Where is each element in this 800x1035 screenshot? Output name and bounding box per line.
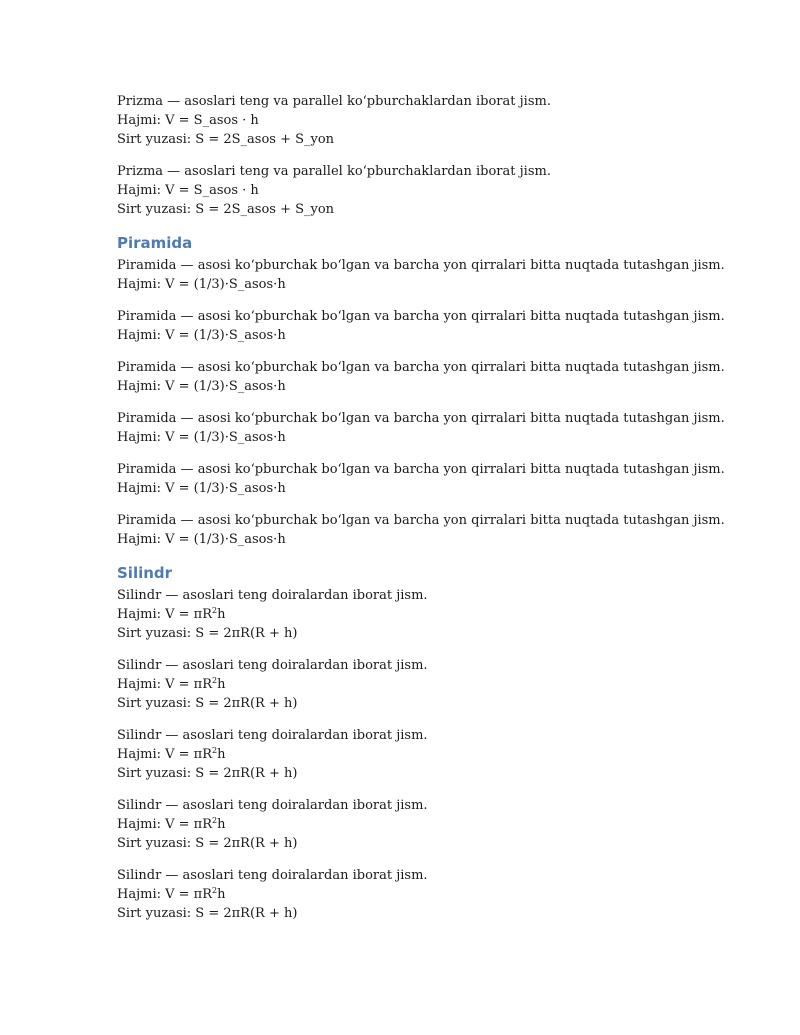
definition-text: Prizma — asoslari teng va parallel ko‘pburchaklardan iborat jism.	[117, 94, 551, 109]
superscript: 2	[212, 886, 218, 895]
definition-paragraph	[117, 460, 725, 498]
definition-text: Piramida — asosi ko‘pburchak bo‘lgan va barcha yon qirralari bitta nuqtada tutashgan jism.	[117, 309, 725, 324]
formula-text: Hajmi: $V = \pi R^2h$	[117, 746, 226, 762]
formula-text: Hajmi: V = (1/3)·S_asos·h	[117, 481, 286, 496]
formula-text: Sirt yuzasi: S = 2πR(R + h)	[117, 766, 298, 781]
formula-text: Sirt yuzasi: S = 2πR(R + h)	[117, 906, 298, 921]
superscript: 2	[212, 676, 218, 685]
definition-text: Silindr — asoslari teng doiralardan iborat jism.	[117, 728, 428, 743]
definition-paragraph	[117, 256, 725, 294]
formula-text: Hajmi: $V = \pi R^2h$	[117, 816, 226, 832]
definition-text: Silindr — asoslari teng doiralardan iborat jism.	[117, 868, 428, 883]
definition-text: Piramida — asosi ko‘pburchak bo‘lgan va barcha yon qirralari bitta nuqtada tutashgan jism.	[117, 360, 725, 375]
definition-text: Piramida — asosi ko‘pburchak bo‘lgan va barcha yon qirralari bitta nuqtada tutashgan jism.	[117, 462, 725, 477]
definition-paragraph	[117, 586, 717, 643]
section	[117, 233, 725, 549]
formula-text: Hajmi: V = (1/3)·S_asos·h	[117, 430, 286, 445]
section-heading: Silindr	[117, 564, 173, 582]
definition-paragraph	[117, 866, 717, 923]
section-heading: Piramida	[117, 234, 193, 252]
definition-paragraph	[117, 656, 717, 713]
formula-text: Hajmi: V = (1/3)·S_asos·h	[117, 277, 286, 292]
definition-text: Piramida — asosi ko‘pburchak bo‘lgan va barcha yon qirralari bitta nuqtada tutashgan jism.	[117, 513, 725, 528]
superscript: 2	[212, 816, 218, 825]
formula-text: Hajmi: $V = \pi R^2h$	[117, 886, 226, 902]
formula-text: Sirt yuzasi: S = 2πR(R + h)	[117, 626, 298, 641]
formula-text: Sirt yuzasi: S = 2S_asos + S_yon	[117, 132, 335, 147]
definition-text: Silindr — asoslari teng doiralardan iborat jism.	[117, 798, 428, 813]
formula-text: Hajmi: V = (1/3)·S_asos·h	[117, 379, 286, 394]
formula-text: Hajmi: V = S_asos · h	[117, 183, 259, 198]
section	[117, 92, 717, 219]
formula-text: Hajmi: $V = \pi R^2h$	[117, 606, 226, 622]
superscript: 2	[212, 746, 218, 755]
formula-text: Sirt yuzasi: S = 2πR(R + h)	[117, 836, 298, 851]
definition-text: Silindr — asoslari teng doiralardan iborat jism.	[117, 658, 428, 673]
definition-text: Silindr — asoslari teng doiralardan iborat jism.	[117, 588, 428, 603]
definition-text: Piramida — asosi ko‘pburchak bo‘lgan va barcha yon qirralari bitta nuqtada tutashgan jism.	[117, 411, 725, 426]
definition-paragraph	[117, 796, 717, 853]
formula-text: Hajmi: V = S_asos · h	[117, 113, 259, 128]
formula-text: Sirt yuzasi: S = 2S_asos + S_yon	[117, 202, 335, 217]
definition-paragraph	[117, 409, 725, 447]
definition-paragraph	[117, 92, 717, 149]
formula-text: Hajmi: V = (1/3)·S_asos·h	[117, 328, 286, 343]
definition-paragraph	[117, 726, 717, 783]
definition-paragraph	[117, 162, 717, 219]
superscript: 2	[212, 606, 218, 615]
section	[117, 563, 717, 923]
definition-text: Piramida — asosi ko‘pburchak bo‘lgan va barcha yon qirralari bitta nuqtada tutashgan jism.	[117, 258, 725, 273]
formula-text: Hajmi: V = (1/3)·S_asos·h	[117, 532, 286, 547]
definition-text: Prizma — asoslari teng va parallel ko‘pburchaklardan iborat jism.	[117, 164, 551, 179]
definition-paragraph	[117, 511, 725, 549]
formula-text: Hajmi: $V = \pi R^2h$	[117, 676, 226, 692]
formula-text: Sirt yuzasi: S = 2πR(R + h)	[117, 696, 298, 711]
document-page	[117, 92, 725, 936]
definition-paragraph	[117, 307, 725, 345]
definition-paragraph	[117, 358, 725, 396]
